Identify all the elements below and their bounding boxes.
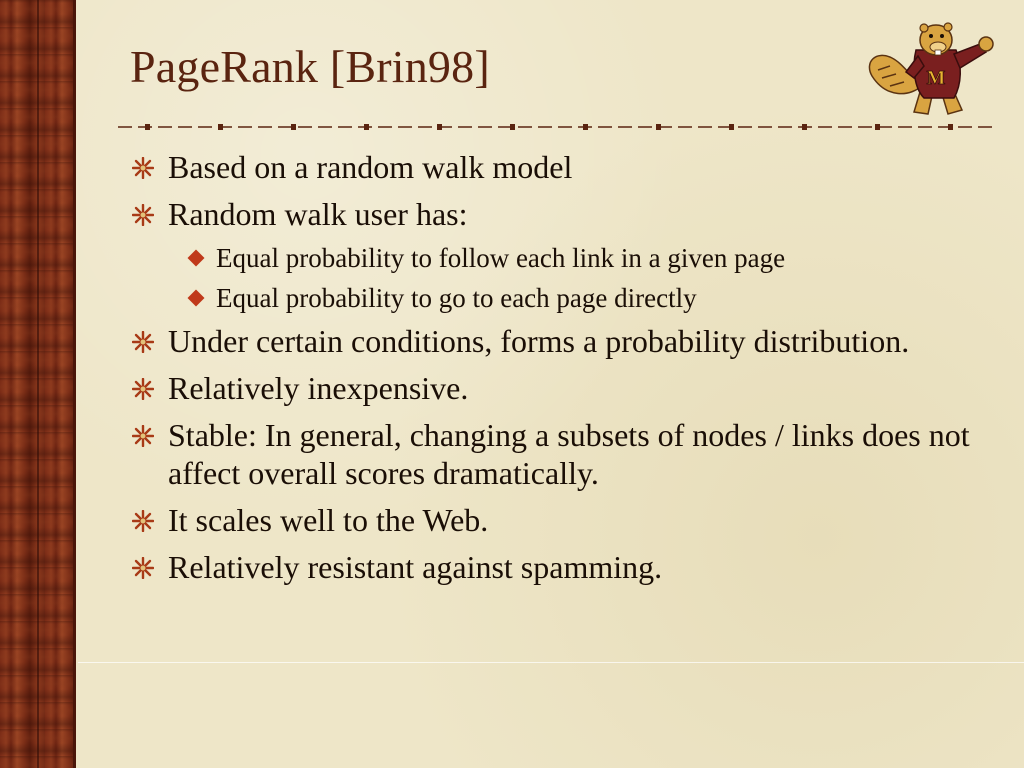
bullet-item [128,548,988,586]
bullet-text: Under certain conditions, forms a probability distribution. [168,323,910,359]
bullet-text: Based on a random walk model [168,149,573,185]
sub-bullet-item [128,282,988,314]
title-divider [118,121,992,133]
bullet-item [128,416,988,492]
starburst-bullet-icon [132,510,154,532]
sub-bullet-text: Equal probability to follow each link in a given page [216,243,786,273]
mascot-teeth [935,50,941,55]
starburst-bullet-icon [132,204,154,226]
bullet-text: Stable: In general, changing a subsets of nodes / links does not affect overall scores dramatically. [168,417,970,491]
bullet-text: It scales well to the Web. [168,502,489,538]
wood-strip [0,0,76,768]
bullet-item [128,195,988,233]
slide-title: PageRank [Brin98] [130,41,490,92]
mascot-ear-left [920,24,928,32]
bullet-item [128,148,988,186]
sub-bullet-item [128,242,988,274]
sub-bullet-text: Equal probability to go to each page directly [216,283,697,313]
starburst-bullet-icon [132,331,154,353]
bullet-list [128,148,988,595]
wood-seam [37,0,39,768]
bullet-text: Relatively resistant against spamming. [168,549,663,585]
mascot-ear-right [944,23,952,31]
bullet-item [128,501,988,539]
mascot-eye-right [940,34,944,38]
gopher-mascot-icon [862,14,1002,124]
footer-divider [78,662,1024,663]
starburst-bullet-icon [132,425,154,447]
bullet-text: Random walk user has: [168,196,468,232]
bullet-item [128,322,988,360]
diamond-bullet-icon [188,290,205,307]
starburst-bullet-icon [132,557,154,579]
mascot-eye-left [929,34,933,38]
bullet-text: Relatively inexpensive. [168,370,469,406]
starburst-bullet-icon [132,157,154,179]
diamond-bullet-icon [188,250,205,267]
starburst-bullet-icon [132,378,154,400]
mascot-m-logo: M [926,67,946,89]
mascot-fist [979,37,993,51]
bullet-item [128,369,988,407]
